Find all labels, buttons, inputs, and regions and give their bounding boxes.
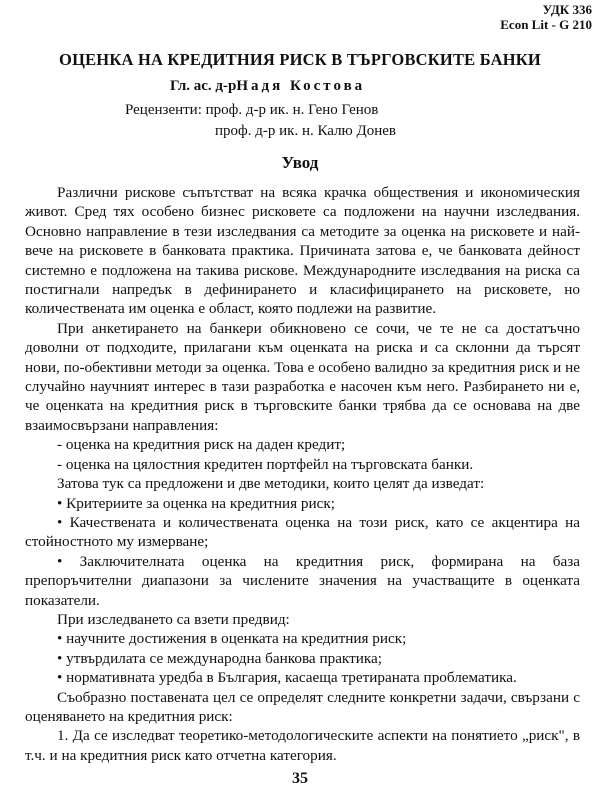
paragraph: 1. Да се изследват теоретико-методологическите аспекти на понятието „риск", в т.ч. и на кредитния риск като отчетна категория. — [25, 727, 580, 764]
udc-block — [500, 2, 592, 32]
bullet-item: • нормативната уредба в България, касаеща третираната проблематика. — [57, 669, 517, 687]
article-body — [25, 183, 580, 765]
list-item: - оценка на кредитния риск на даден кредит; — [57, 436, 346, 454]
paragraph: Различни рискове съпътстват на всяка крачка обществения и икономическия живот. Сред тях особено бизнес рисковете са подложени на научни изследвания. Основно направление в тези изследвания са методите за оценка на рисковете и най-вече на рисковете в банковата практика. Причината затова е, че банковата дейност системно е подложена на такива рискове. Международните изследвания на риска са постигнали напредък в дефинирането и класифицирането на рисковете, но количествената им оценка е област, която подлежи на развитие. — [25, 184, 580, 318]
list-item: - оценка на цялостния кредитен портфейл на търговската банки. — [57, 455, 474, 473]
bullet-item: • Критериите за оценка на кредитния риск; — [57, 494, 335, 512]
reviewer-1: Рецензенти: проф. д-р ик. н. Гено Генов — [125, 102, 379, 118]
paragraph: Съобразно поставената цел се определят следните конкретни задачи, свързани с оценяването на кредитния риск: — [25, 688, 580, 725]
reviewer-2: проф. д-р ик. н. Калю Донев — [215, 123, 397, 139]
udc-code: УДК 336 — [542, 2, 592, 17]
section-title: Увод — [281, 153, 319, 172]
article-title: ОЦЕНКА НА КРЕДИТНИЯ РИСК В ТЪРГОВСКИТЕ БАНКИ — [59, 50, 541, 69]
paragraph: При анкетирането на банкери обикновено се сочи, че те не са достатъчно доволни от подходите, прилагани към оценката на риска и са склонни да търсят нови, по-обективни методи за оценка. Това е особено валидно за кредитния риск и не случайно научният интерес в тази разработка е насочен към него. Разбирането ни е, че оценката на кредитния риск в търговските банки трябва да се основава на две взаимосвързани направления: — [25, 319, 580, 434]
bullet-item: • Заключителната оценка на кредитния риск, формирана на база препоръчителни диапазони за числените значения на участващите в оценката показатели. — [25, 552, 580, 609]
bullet-item: • научните достижения в оценката на кредитния риск; — [57, 630, 407, 648]
bullet-item: • утвърдилата се международна банкова практика; — [57, 649, 382, 667]
author-name: Надя Костова — [236, 78, 366, 94]
page-number: 35 — [292, 770, 308, 787]
econlit-code: Econ Lit - G 210 — [500, 17, 592, 32]
paragraph: Затова тук са предложени и две методики, които целят да изведат: — [57, 475, 485, 493]
reviewers-block — [125, 100, 396, 142]
bullet-item: • Качествената и количествената оценка на този риск, като се акцентира на стойностното му измерване; — [25, 513, 580, 551]
author-line — [170, 78, 365, 95]
author-prefix: Гл. ас. д-р — [170, 78, 237, 94]
paragraph: При изследването са взети предвид: — [57, 610, 290, 628]
